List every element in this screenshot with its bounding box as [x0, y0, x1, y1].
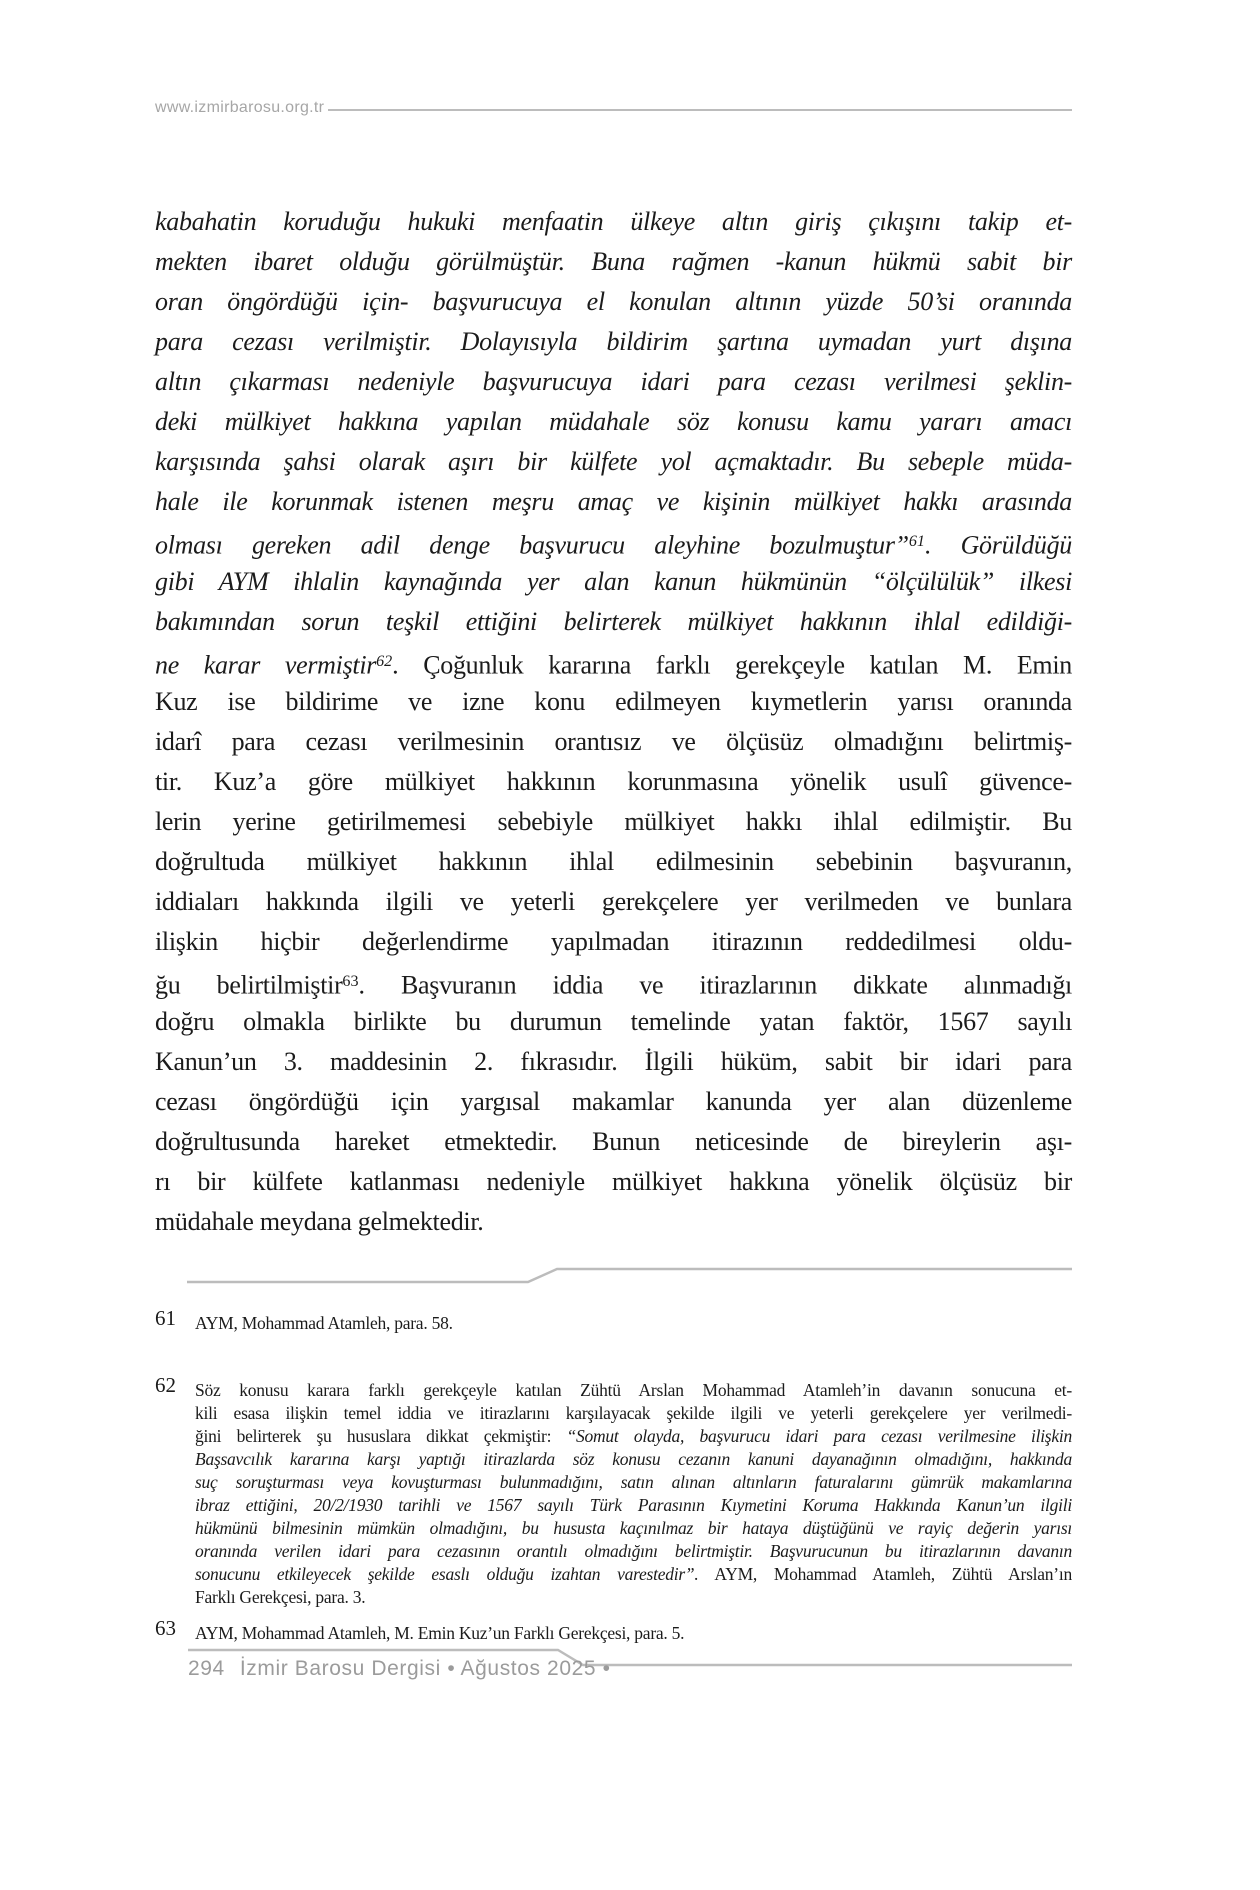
header-rule — [328, 109, 1072, 111]
text-segment: kili esasa ilişkin temel iddia ve itirazlarını karşılayacak şekilde ilgili ve yeterli gerekçelere yer verilmedi- — [195, 1403, 1072, 1423]
text-segment: kabahatin koruduğu hukuki menfaatin ülkeye altın giriş çıkışını takip et- — [155, 207, 1072, 236]
footnote-separator-rule — [187, 1269, 1072, 1282]
text-segment: Farklı Gerekçesi, para. 3. — [195, 1587, 366, 1607]
body-text-line — [155, 1082, 1072, 1122]
text-segment: ilişkin hiçbir değerlendirme yapılmadan itirazının reddedilmesi oldu- — [155, 927, 1072, 956]
text-segment: hükmünü bilmesinin mümkün olmadığını, bu hususta kaçınılmaz bir hataya düştüğünü ve rayiç değerin yarısı — [195, 1518, 1072, 1538]
footnote-line — [195, 1622, 1072, 1645]
text-segment: doğrultuda mülkiyet hakkının ihlal edilmesinin sebebinin başvuranın, — [155, 847, 1072, 876]
footnote-line — [195, 1471, 1072, 1494]
body-text-line — [155, 522, 1072, 562]
footnote-line — [195, 1494, 1072, 1517]
body-text-line — [155, 562, 1072, 602]
text-segment: “Somut olayda, başvurucu idari para cezası verilmesine ilişkin — [566, 1426, 1072, 1446]
text-segment: gibi AYM ihlalin kaynağında yer alan kanun hükmünün “ölçülülük” ilkesi — [155, 567, 1072, 596]
footnote-number: 61 — [155, 1306, 176, 1330]
text-segment: ne karar vermiştir — [155, 650, 377, 680]
body-text-line — [155, 1202, 1072, 1242]
body-text-line — [155, 1122, 1072, 1162]
journal-issue-info: İzmir Barosu Dergisi • Ağustos 2025 • — [239, 1657, 611, 1680]
text-segment: cezası öngördüğü için yargısal makamlar kanunda yer alan düzenleme — [155, 1087, 1072, 1116]
text-segment: doğrultusunda hareket etmektedir. Bunun neticesinde de bireylerin aşı- — [155, 1127, 1072, 1156]
footnote-62 — [155, 1373, 1072, 1609]
footnote-line — [195, 1312, 1072, 1335]
text-segment: . Çoğunluk kararına farklı gerekçeyle katılan M. Emin — [392, 650, 1072, 680]
text-segment: oranında verilen idari para cezasının orantılı olmadığını belirtmiştir. Başvurucunun bu itirazlarının davanın — [195, 1541, 1072, 1561]
footnote-ref: 61 — [908, 533, 925, 550]
text-segment: rı bir külfete katlanması nedeniyle mülkiyet hakkına yönelik ölçüsüz bir — [155, 1167, 1072, 1196]
text-segment: hale ile korunmak istenen meşru amaç ve kişinin mülkiyet hakkı arasında — [155, 487, 1072, 516]
footnote-number: 62 — [155, 1373, 176, 1397]
text-segment: idarî para cezası verilmesinin orantısız ve ölçüsüz olmadığını belirtmiş- — [155, 727, 1072, 756]
text-segment: ğini belirterek şu hususlara dikkat çekmiştir: — [195, 1426, 567, 1446]
text-segment: . Görüldüğü — [924, 530, 1072, 560]
text-segment: Kuz ise bildirime ve izne konu edilmeyen kıymetlerin yarısı oranında — [155, 687, 1072, 716]
footnote-line — [195, 1517, 1072, 1540]
text-segment: AYM, Mohammad Atamleh, Zühtü Arslan’ın — [698, 1564, 1072, 1584]
body-text — [155, 202, 1072, 1242]
text-segment: Kanun’un 3. maddesinin 2. fıkrasıdır. İlgili hüküm, sabit bir idari para — [155, 1047, 1072, 1076]
text-segment: olması gereken adil denge başvurucu aleyhine bozulmuştur” — [155, 530, 909, 560]
page-footer — [188, 1657, 611, 1681]
text-segment: Başsavcılık kararına karşı yaptığı itirazlarda söz konusu cezanın kanuni dayanağının olmadığını, hakkında — [195, 1449, 1072, 1469]
body-text-line — [155, 242, 1072, 282]
body-text-line — [155, 842, 1072, 882]
text-segment: bakımından sorun teşkil ettiğini belirterek mülkiyet hakkının ihlal edildiği- — [155, 607, 1072, 636]
text-segment: doğru olmakla birlikte bu durumun temelinde yatan faktör, 1567 sayılı — [155, 1007, 1072, 1036]
text-segment: iddiaları hakkında ilgili ve yeterli gerekçelere yer verilmeden ve bunlara — [155, 887, 1072, 916]
text-segment: deki mülkiyet hakkına yapılan müdahale söz konusu kamu yararı amacı — [155, 407, 1072, 436]
body-text-line — [155, 922, 1072, 962]
text-segment: tir. Kuz’a göre mülkiyet hakkının korunmasına yönelik usulî güvence- — [155, 767, 1072, 796]
body-text-line — [155, 1042, 1072, 1082]
body-text-line — [155, 1002, 1072, 1042]
footnote-line — [195, 1402, 1072, 1425]
body-text-line — [155, 602, 1072, 642]
body-text-line — [155, 402, 1072, 442]
footnote-63 — [155, 1616, 1072, 1645]
body-text-line — [155, 482, 1072, 522]
footnote-text — [195, 1312, 1072, 1335]
footnote-text — [195, 1622, 1072, 1645]
text-segment: para cezası verilmiştir. Dolayısıyla bildirim şartına uymadan yurt dışına — [155, 327, 1072, 356]
text-segment: ğu belirtilmiştir — [155, 970, 343, 1000]
body-text-line — [155, 642, 1072, 682]
body-text-line — [155, 882, 1072, 922]
text-segment: müdahale meydana gelmektedir. — [155, 1207, 484, 1236]
footnotes-section — [155, 1306, 1072, 1645]
body-text-line — [155, 802, 1072, 842]
header-url: www.izmirbarosu.org.tr — [155, 99, 325, 116]
text-segment: lerin yerine getirilmemesi sebebiyle mülkiyet hakkı ihlal edilmiştir. Bu — [155, 807, 1072, 836]
body-text-line — [155, 722, 1072, 762]
footnote-line — [195, 1425, 1072, 1448]
body-text-line — [155, 322, 1072, 362]
text-segment: AYM, Mohammad Atamleh, M. Emin Kuz’un Farklı Gerekçesi, para. 5. — [195, 1623, 685, 1643]
page-number: 294 — [188, 1657, 225, 1680]
body-text-line — [155, 282, 1072, 322]
body-text-line — [155, 442, 1072, 482]
body-text-line — [155, 362, 1072, 402]
footnote-text — [195, 1379, 1072, 1609]
text-segment: karşısında şahsi olarak aşırı bir külfete yol açmaktadır. Bu sebeple müda- — [155, 447, 1072, 476]
body-text-line — [155, 762, 1072, 802]
body-text-line — [155, 682, 1072, 722]
text-segment: . Başvuranın iddia ve itirazlarının dikkate alınmadığı — [358, 970, 1072, 1000]
text-segment: Söz konusu karara farklı gerekçeyle katılan Zühtü Arslan Mohammad Atamleh’in davanın sonucuna et- — [195, 1380, 1072, 1400]
text-segment: ibraz ettiğini, 20/2/1930 tarihli ve 1567 sayılı Türk Parasının Kıymetini Koruma Hakkında Kanun’un ilgili — [195, 1495, 1072, 1515]
footnote-line — [195, 1379, 1072, 1402]
footnote-number: 63 — [155, 1616, 176, 1640]
page-header — [155, 100, 1072, 117]
footnote-line — [195, 1448, 1072, 1471]
footnote-ref: 63 — [342, 973, 359, 990]
footnote-line — [195, 1540, 1072, 1563]
text-segment: AYM, Mohammad Atamleh, para. 58. — [195, 1313, 453, 1333]
footnote-61 — [155, 1306, 1072, 1335]
footnote-line — [195, 1586, 1072, 1609]
body-text-line — [155, 1162, 1072, 1202]
body-text-line — [155, 962, 1072, 1002]
body-text-line — [155, 202, 1072, 242]
text-segment: altın çıkarması nedeniyle başvurucuya idari para cezası verilmesi şeklin- — [155, 367, 1072, 396]
text-segment: suç soruşturması veya kovuşturması bulunmadığını, satın alınan altınların faturalarını gümrük makamlarına — [195, 1472, 1072, 1492]
text-segment: sonucunu etkileyecek şekilde esaslı olduğu izahtan varestedir”. — [195, 1564, 699, 1584]
footnote-ref: 62 — [376, 653, 393, 670]
text-segment: oran öngördüğü için- başvurucuya el konulan altının yüzde 50’si oranında — [155, 287, 1072, 316]
text-segment: mekten ibaret olduğu görülmüştür. Buna rağmen -kanun hükmü sabit bir — [155, 247, 1072, 276]
footnote-line — [195, 1563, 1072, 1586]
